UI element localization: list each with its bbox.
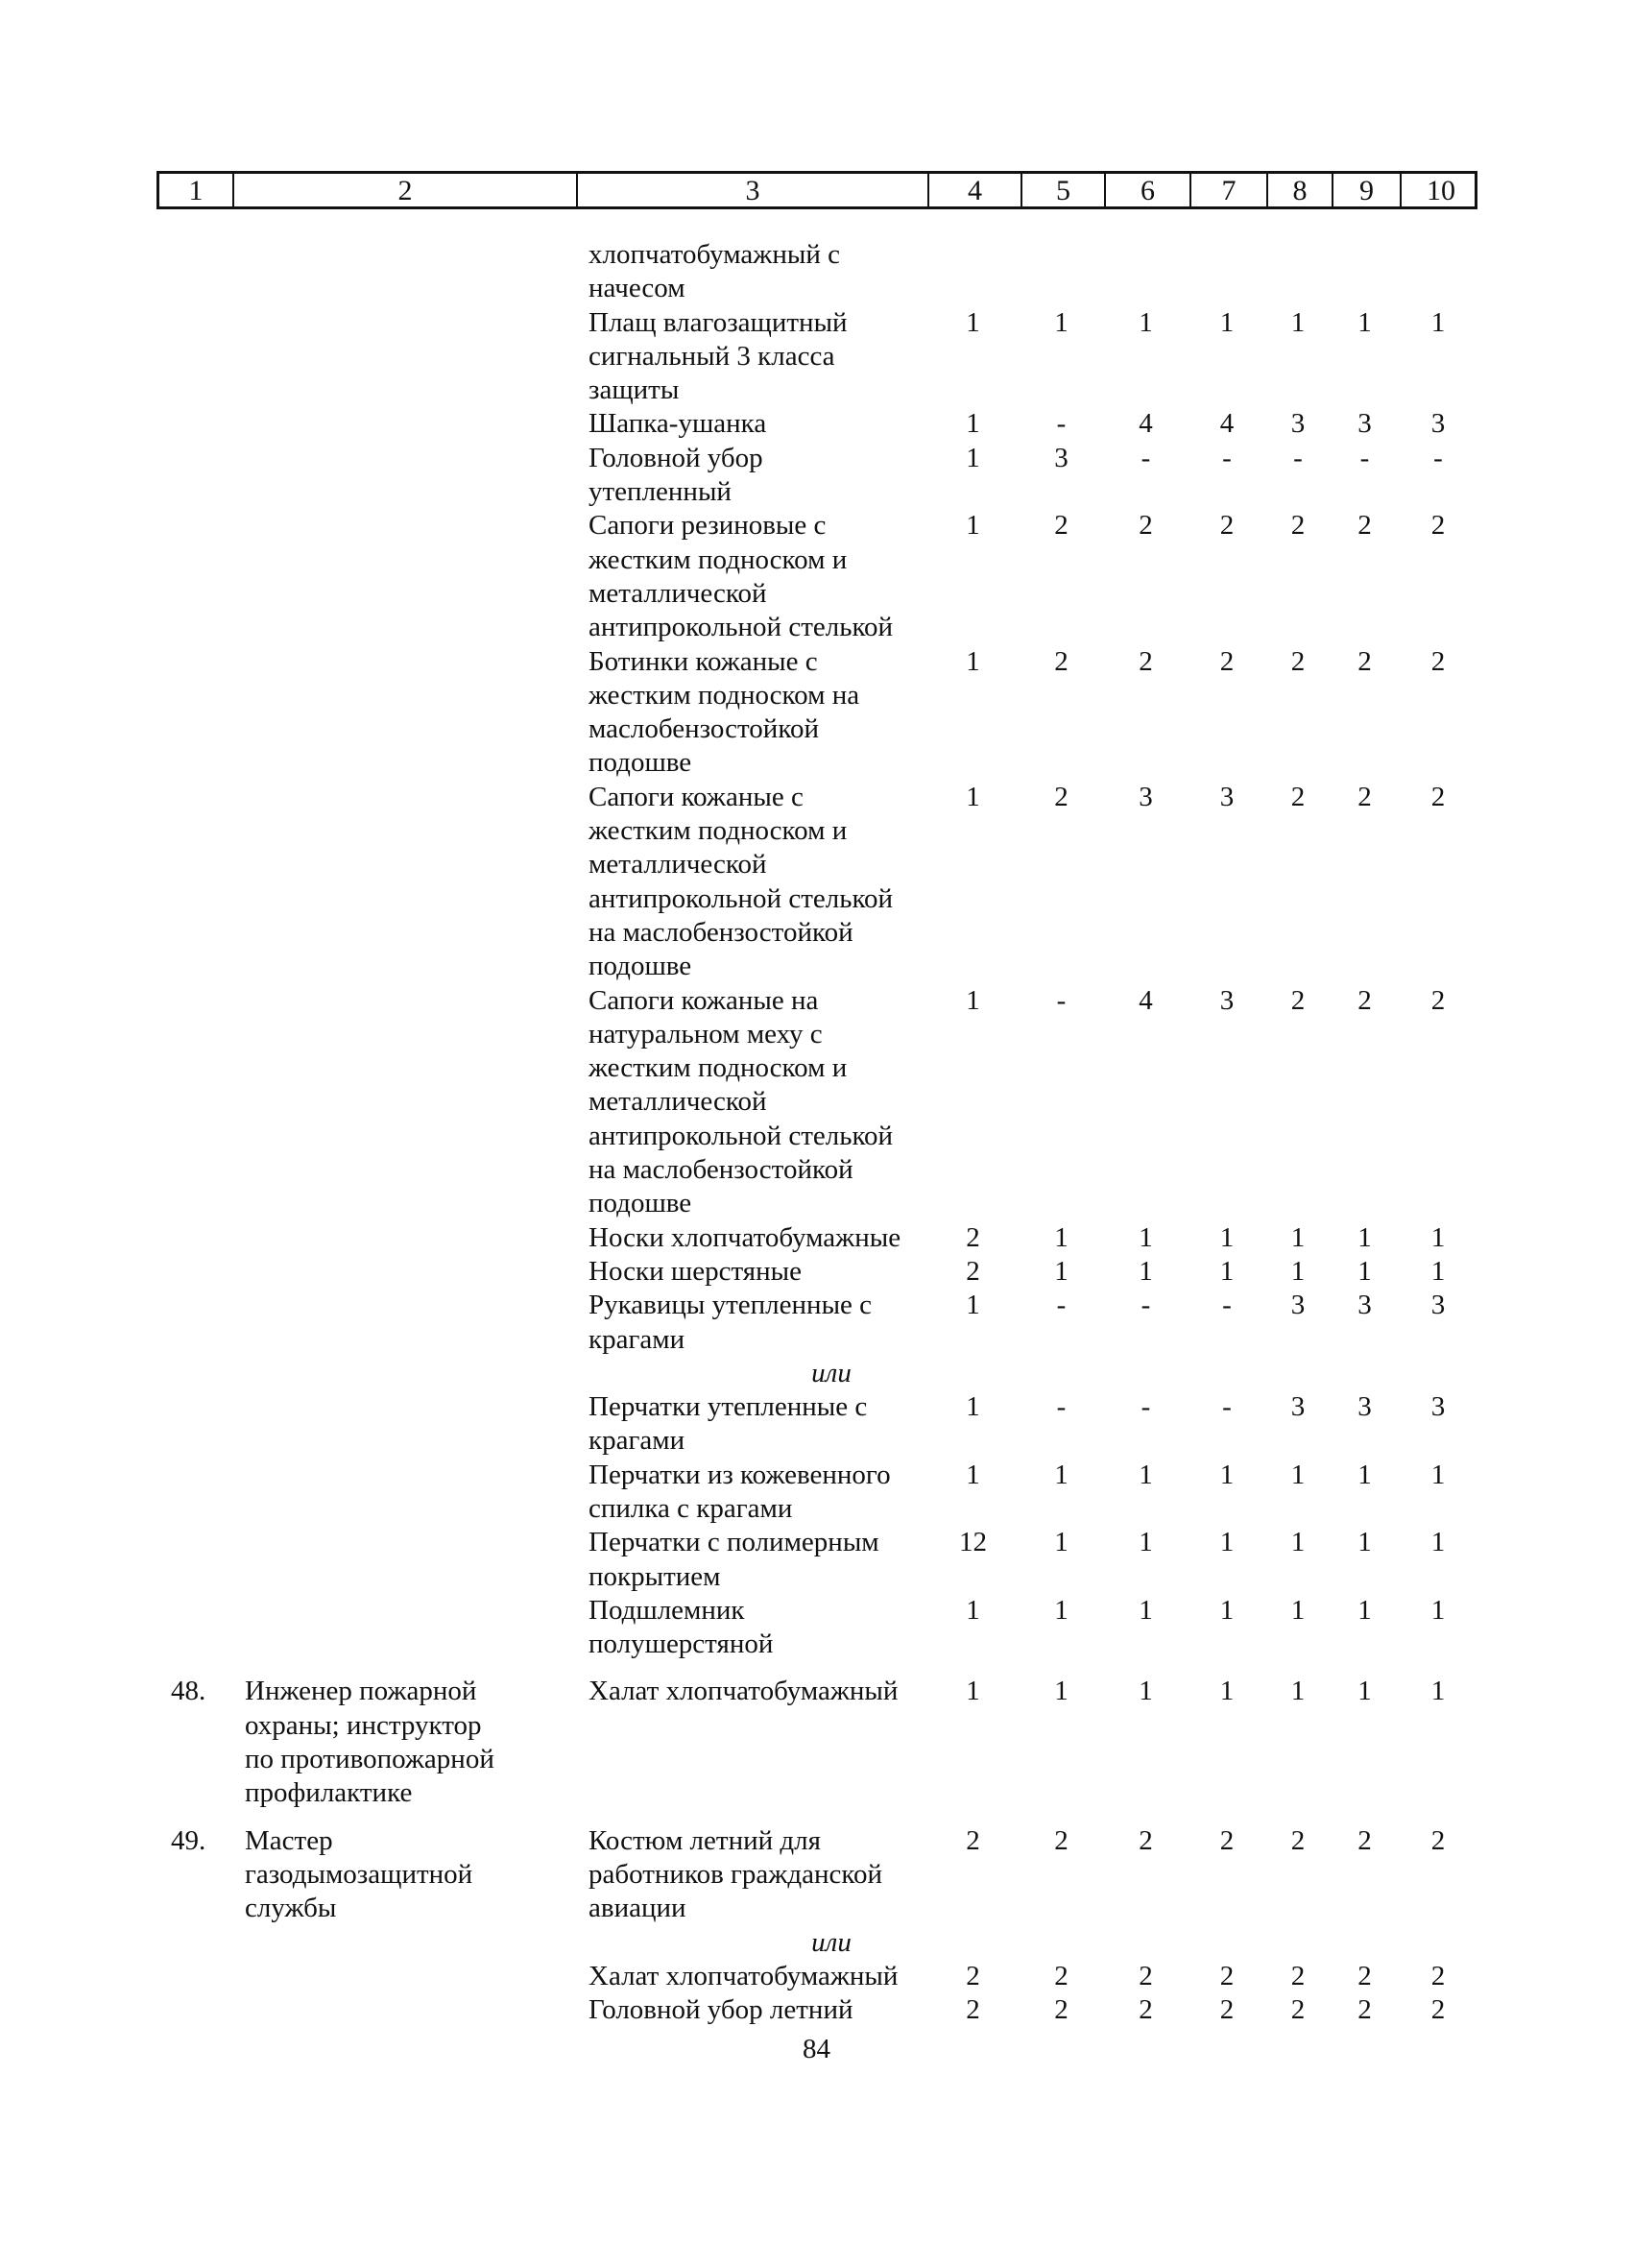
table-row [156, 1255, 1477, 1289]
protective-item-name: Головной убор утепленный [588, 442, 763, 508]
norm-value-col-5: - [1056, 984, 1067, 1016]
norm-value-col-10: 2 [1430, 1960, 1446, 1991]
norm-value-col-6: 1 [1139, 1594, 1153, 1626]
norm-value-col-7: 1 [1219, 1527, 1235, 1558]
norm-value-col-10: 3 [1430, 1391, 1446, 1423]
protective-item-name: Халат хлопчатобумажный [588, 1676, 899, 1707]
norm-value-col-6: 2 [1139, 1824, 1153, 1856]
table-row [156, 1824, 1477, 1926]
norm-value-col-5: - [1056, 408, 1067, 440]
job-position [231, 984, 575, 1221]
row-number [156, 306, 231, 408]
norm-value-col-8: 2 [1290, 1960, 1306, 1991]
row-number [156, 781, 231, 984]
norm-value-col-10: 2 [1430, 984, 1446, 1016]
norm-value-col-7: 1 [1219, 1255, 1235, 1287]
norm-value-col-8: 2 [1290, 781, 1306, 812]
page-number: 84 [803, 2034, 830, 2064]
table-row [156, 781, 1477, 984]
protective-item-name: Костюм летний для работников гражданской авиации [588, 1824, 882, 1924]
norm-value-col-10: 2 [1430, 645, 1446, 677]
norm-value-col-8: 3 [1290, 408, 1306, 440]
table-row [156, 442, 1477, 510]
table-row [156, 645, 1477, 781]
norm-value-col-10: - [1433, 442, 1443, 473]
norm-value-col-6 [1103, 238, 1189, 306]
norm-value-col-7: 2 [1219, 1994, 1235, 2026]
norm-value-col-4: 2 [966, 1221, 980, 1253]
norm-value-col-4: 2 [966, 1960, 980, 1991]
norm-value-col-5: 1 [1054, 306, 1069, 338]
job-position [231, 238, 575, 306]
row-number [156, 1221, 231, 1255]
norm-value-col-4: 1 [966, 984, 980, 1016]
norm-value-col-4: 1 [966, 1290, 980, 1321]
norm-value-col-6: 1 [1139, 1527, 1153, 1558]
norm-value-col-6: 2 [1139, 1960, 1153, 1991]
norm-value-col-7: 1 [1219, 1221, 1235, 1253]
norm-value-col-10 [1399, 238, 1477, 306]
job-position: Инженер пожарной охраны; инструктор по противопожарной профилактике [245, 1676, 494, 1809]
norm-value-col-5: 2 [1054, 781, 1069, 812]
norm-value-col-8: 2 [1290, 1994, 1306, 2026]
job-position [231, 407, 575, 441]
norm-value-col-5: 1 [1054, 1459, 1069, 1490]
row-number [156, 1289, 231, 1357]
job-position [231, 781, 575, 984]
norm-value-col-6: 2 [1139, 645, 1153, 677]
row-number [156, 984, 231, 1221]
norm-value-col-5: 1 [1054, 1527, 1069, 1558]
table-row [156, 984, 1477, 1221]
norm-value-col-5: 2 [1054, 1994, 1069, 2026]
norm-value-col-10: 3 [1430, 408, 1446, 440]
norm-value-col-9: 3 [1357, 1391, 1372, 1423]
norm-value-col-8: 2 [1290, 645, 1306, 677]
job-position [231, 1255, 575, 1289]
protective-item-name: Носки шерстяные [588, 1255, 802, 1287]
norm-value-col-10: 2 [1430, 510, 1446, 542]
norm-value-col-7: 4 [1219, 408, 1235, 440]
norm-value-col-5: 1 [1054, 1255, 1069, 1287]
norm-value-col-10: 3 [1430, 1290, 1446, 1321]
norm-value-col-4: 12 [959, 1527, 987, 1558]
norm-value-col-6: 1 [1139, 1676, 1153, 1707]
alternative-or-label: или [811, 1926, 852, 1958]
clothing-norms-table [156, 238, 1477, 2027]
row-number [156, 1993, 231, 2027]
norm-value-col-4: 1 [966, 781, 980, 812]
norm-value-col-8: - [1293, 442, 1303, 473]
job-position [231, 645, 575, 781]
norm-value-col-5: 1 [1054, 1221, 1069, 1253]
job-position [231, 1960, 575, 1993]
norm-value-col-7: - [1222, 1290, 1232, 1321]
table-row [156, 1993, 1477, 2027]
norm-value-col-10: 2 [1430, 781, 1446, 812]
norm-value-col-6: 1 [1139, 1255, 1153, 1287]
norm-value-col-7: 1 [1219, 1594, 1235, 1626]
norm-value-col-5: - [1056, 1290, 1067, 1321]
norm-value-col-5: - [1056, 1391, 1067, 1423]
norm-value-col-8: 2 [1290, 1824, 1306, 1856]
protective-item-name: Перчатки утепленные с крагами [588, 1391, 868, 1457]
protective-item-name: хлопчатобумажный с начесом [588, 239, 840, 304]
protective-item-name: Сапоги кожаные на натуральном меху с жестким подноском и металлической антипрокольной стелькой на маслобензостойкой подошве [588, 984, 894, 1219]
norm-value-col-4: 1 [966, 408, 980, 440]
norm-value-col-6: - [1141, 1290, 1151, 1321]
job-position [231, 1390, 575, 1459]
norm-value-col-9: 2 [1357, 1824, 1372, 1856]
norm-value-col-6: 3 [1139, 781, 1153, 812]
norm-value-col-4 [926, 238, 1020, 306]
norm-value-col-9: 2 [1357, 781, 1372, 812]
norm-value-col-7 [1189, 238, 1265, 306]
norm-value-col-7: 2 [1219, 1824, 1235, 1856]
norm-value-col-10: 1 [1430, 306, 1446, 338]
norm-value-col-8: 1 [1290, 1676, 1306, 1707]
norm-value-col-7: 2 [1219, 645, 1235, 677]
protective-item-name: Перчатки из кожевенного спилка с крагами [588, 1459, 891, 1524]
norm-value-col-7: 2 [1219, 1960, 1235, 1991]
norm-value-col-4: 1 [966, 442, 980, 473]
norm-value-col-6: 1 [1139, 1221, 1153, 1253]
table-row [156, 1390, 1477, 1459]
norm-value-col-8: 1 [1290, 1527, 1306, 1558]
norm-value-col-6: 4 [1139, 984, 1153, 1016]
protective-item-name: Ботинки кожаные с жестким подноском на маслобензостойкой подошве [588, 645, 860, 779]
row-number [156, 645, 231, 781]
norm-value-col-4: 1 [966, 1391, 980, 1423]
table-row [156, 306, 1477, 408]
job-position [231, 509, 575, 644]
norm-value-col-4: 1 [966, 1459, 980, 1490]
table-row [156, 1526, 1477, 1594]
protective-item-name: Сапоги резиновые с жестким подноском и металлической антипрокольной стелькой [588, 510, 894, 643]
job-position [231, 1526, 575, 1594]
protective-item-name: Шапка-ушанка [588, 408, 767, 440]
norm-value-col-8: 1 [1290, 1459, 1306, 1490]
norm-value-col-7: 1 [1219, 1459, 1235, 1490]
table-row [156, 1594, 1477, 1662]
job-position [231, 1221, 575, 1255]
table-row [156, 1960, 1477, 1993]
norm-value-col-10: 1 [1430, 1221, 1446, 1253]
norm-value-col-5: 3 [1054, 442, 1069, 473]
norm-value-col-9: 1 [1357, 1221, 1372, 1253]
row-number: 48. [171, 1676, 206, 1707]
protective-item-name: Рукавицы утепленные с крагами [588, 1290, 873, 1355]
protective-item-name: Перчатки с полимерным покрытием [588, 1527, 879, 1592]
norm-value-col-10: 1 [1430, 1527, 1446, 1558]
norm-value-col-5: 1 [1054, 1676, 1069, 1707]
row-number [156, 1255, 231, 1289]
norm-value-col-5: 2 [1054, 1960, 1069, 1991]
norm-value-col-9: 1 [1357, 306, 1372, 338]
norm-value-col-7: 2 [1219, 510, 1235, 542]
norm-value-col-8: 1 [1290, 306, 1306, 338]
norm-value-col-9: 1 [1357, 1676, 1372, 1707]
norm-value-col-8: 1 [1290, 1255, 1306, 1287]
norm-value-col-9: 2 [1357, 1994, 1372, 2026]
norm-value-col-6: 2 [1139, 1994, 1153, 2026]
table-row [156, 407, 1477, 441]
norm-value-col-9: 2 [1357, 984, 1372, 1016]
norm-value-col-5 [1020, 238, 1103, 306]
norm-value-col-8: 1 [1290, 1221, 1306, 1253]
norm-value-col-7: 3 [1219, 984, 1235, 1016]
table-row [156, 1289, 1477, 1357]
norm-value-col-4: 2 [966, 1255, 980, 1287]
norm-value-col-5: 2 [1054, 1824, 1069, 1856]
norm-value-col-10: 1 [1430, 1255, 1446, 1287]
job-position [231, 1993, 575, 2027]
row-number [156, 407, 231, 441]
norm-value-col-5: 2 [1054, 645, 1069, 677]
norm-value-col-9: 2 [1357, 1960, 1372, 1991]
norm-value-col-7: - [1222, 442, 1232, 473]
norm-value-col-4: 1 [966, 1594, 980, 1626]
norm-value-col-8: 3 [1290, 1391, 1306, 1423]
row-number [156, 1390, 231, 1459]
norm-value-col-10: 2 [1430, 1824, 1446, 1856]
norm-value-col-9: 1 [1357, 1527, 1372, 1558]
alternative-or-label: или [811, 1357, 852, 1388]
norm-value-col-9 [1331, 238, 1399, 306]
norm-value-col-7: - [1222, 1391, 1232, 1423]
norm-value-col-6: 1 [1139, 306, 1153, 338]
header-cell-col-5: 5 [1022, 174, 1106, 207]
norm-value-col-5: 2 [1054, 510, 1069, 542]
row-number [156, 1526, 231, 1594]
norm-value-col-8: 3 [1290, 1290, 1306, 1321]
header-cell-col-9: 9 [1333, 174, 1402, 207]
header-cell-col-2: 2 [234, 174, 578, 207]
protective-item-name: Халат хлопчатобумажный [588, 1960, 899, 1991]
norm-value-col-6: 4 [1139, 408, 1153, 440]
row-number [156, 238, 231, 306]
norm-value-col-7: 1 [1219, 1676, 1235, 1707]
row-number [156, 1960, 231, 1993]
header-cell-col-4: 4 [929, 174, 1022, 207]
norm-value-col-6: 2 [1139, 510, 1153, 542]
protective-item-name: Головной убор летний [588, 1994, 853, 2026]
norm-value-col-6: - [1141, 1391, 1151, 1423]
job-position [231, 442, 575, 510]
norm-value-col-9: 1 [1357, 1255, 1372, 1287]
table-row [156, 509, 1477, 644]
column-number-header [156, 171, 1477, 209]
norm-value-col-5: 1 [1054, 1594, 1069, 1626]
job-position [231, 1289, 575, 1357]
protective-item-name: Подшлемник полушерстяной [588, 1594, 774, 1660]
norm-value-col-10: 1 [1430, 1676, 1446, 1707]
row-number [156, 509, 231, 644]
norm-value-col-10: 2 [1430, 1994, 1446, 2026]
header-cell-col-3: 3 [578, 174, 929, 207]
table-row [156, 1675, 1477, 1810]
norm-value-col-8: 2 [1290, 510, 1306, 542]
header-cell-col-8: 8 [1268, 174, 1333, 207]
job-position [231, 1594, 575, 1662]
norm-value-col-9: 1 [1357, 1459, 1372, 1490]
norm-value-col-4: 1 [966, 1676, 980, 1707]
header-cell-col-6: 6 [1106, 174, 1191, 207]
norm-value-col-8: 1 [1290, 1594, 1306, 1626]
norm-value-col-9: 2 [1357, 645, 1372, 677]
norm-value-col-6: 1 [1139, 1459, 1153, 1490]
protective-item-name: Плащ влагозащитный сигнальный 3 класса защиты [588, 306, 848, 406]
norm-value-col-9: 3 [1357, 1290, 1372, 1321]
norm-value-col-9: 3 [1357, 408, 1372, 440]
norm-value-col-7: 3 [1219, 781, 1235, 812]
row-number [156, 442, 231, 510]
norm-value-col-4: 2 [966, 1994, 980, 2026]
norm-value-col-8 [1265, 238, 1331, 306]
table-row [156, 1221, 1477, 1255]
norm-value-col-7: 1 [1219, 306, 1235, 338]
table-row [156, 1459, 1477, 1527]
norm-value-col-9: 2 [1357, 510, 1372, 542]
norm-value-col-6: - [1141, 442, 1151, 473]
norm-value-col-10: 1 [1430, 1594, 1446, 1626]
row-number [156, 1594, 231, 1662]
norm-value-col-8: 2 [1290, 984, 1306, 1016]
norm-value-col-4: 2 [966, 1824, 980, 1856]
header-cell-col-10: 10 [1427, 175, 1455, 206]
row-number: 49. [171, 1824, 206, 1856]
table-row [156, 238, 1477, 306]
protective-item-name: Носки хлопчатобумажные [588, 1221, 901, 1253]
job-position: Мастер газодымозащитной службы [245, 1824, 473, 1924]
norm-value-col-9: - [1359, 442, 1370, 473]
row-number [156, 1459, 231, 1527]
job-position [231, 1459, 575, 1527]
header-cell-col-7: 7 [1191, 174, 1268, 207]
norm-value-col-4: 1 [966, 306, 980, 338]
norm-value-col-10: 1 [1430, 1459, 1446, 1490]
protective-item-name: Сапоги кожаные с жестким подноском и металлической антипрокольной стелькой на маслобензостойкой подошве [588, 781, 894, 982]
header-cell-col-1: 1 [159, 174, 234, 207]
norm-value-col-4: 1 [966, 510, 980, 542]
job-position [231, 306, 575, 408]
norm-value-col-4: 1 [966, 645, 980, 677]
norm-value-col-9: 1 [1357, 1594, 1372, 1626]
